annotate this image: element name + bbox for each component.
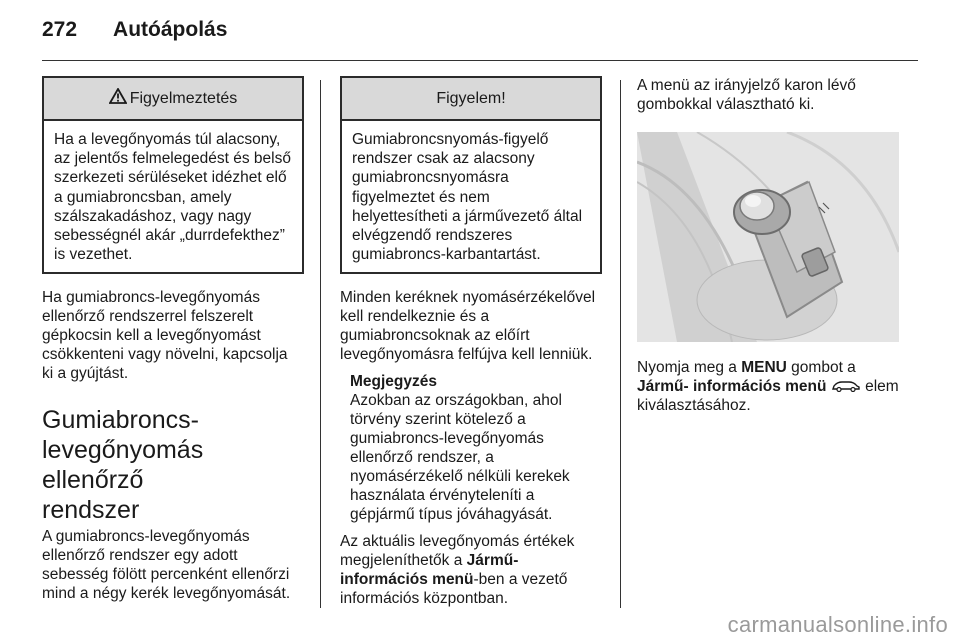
text-line: [340, 570, 602, 589]
menu-button-label: MENU: [741, 359, 787, 376]
paragraph-stalk: [637, 76, 899, 114]
text-line: ellenőrző rendszerrel felszerelt: [42, 308, 254, 326]
text-line: A menü az irányjelző karon lévő: [637, 77, 856, 94]
text-line: rendszer csak az alacsony: [352, 150, 535, 168]
paragraph-ignition: [42, 288, 304, 383]
text-line: ellenőrző rendszer egy adott: [42, 547, 238, 565]
text-line: levegőnyomásra felfújva kell lenniük.: [340, 346, 593, 364]
menu-name-run: Jármű-: [466, 552, 519, 570]
warning-box-body: [44, 121, 302, 272]
title-line: Gumiabroncs-: [42, 406, 199, 435]
menu-name-run: információs menü: [340, 571, 474, 589]
text-line: Gumiabroncsnyomás-figyelő: [352, 131, 549, 148]
text-line: gumiabroncsnyomásra: [352, 169, 509, 187]
page-title: Autóápolás: [113, 18, 228, 41]
text-line: szerkezeti sérüléseket idézhet elő: [54, 169, 287, 187]
column-1: [42, 76, 304, 603]
warning-box-title: Figyelmeztetés: [129, 90, 238, 107]
text-line: Ha a levegőnyomás túl alacsony,: [54, 131, 281, 148]
menu-name-run: Jármű- információs menü: [637, 378, 827, 395]
text-line: szálszakadáshoz, vagy nagy: [54, 207, 252, 225]
text-line: elvégzendő rendszeres: [352, 227, 513, 245]
paragraph-system: [42, 527, 304, 603]
text-line: sebességnél akár „durrdefekthez”: [54, 227, 285, 245]
text-line: kiválasztásához.: [637, 397, 751, 414]
text-line: [637, 377, 899, 396]
text-line: mind a négy kerék levegőnyomását.: [42, 585, 291, 603]
warning-box-header: [44, 78, 302, 121]
paragraph-menu: [637, 358, 899, 415]
note-block: [350, 372, 602, 524]
text-line: Az aktuális levegőnyomás értékek: [340, 533, 575, 551]
text-line: információs központban.: [340, 590, 509, 608]
text-line: Ha gumiabroncs-levegőnyomás: [42, 289, 260, 307]
column-divider-1: [320, 80, 321, 608]
text-line: gépkocsin kell a levegőnyomást: [42, 327, 261, 345]
car-icon: [831, 378, 861, 391]
text-line: [637, 358, 899, 377]
text-line: gumiabroncs-karbantartást.: [352, 246, 541, 264]
text-line: ellenőrző rendszer, a: [350, 449, 494, 467]
header-rule: [42, 60, 918, 61]
text-line: is vezethet.: [54, 246, 133, 264]
text-line: helyettesítheti a járművezető által: [352, 207, 583, 225]
text-line: nyomásérzékelő nélküli kerekek: [350, 468, 570, 486]
page-number: 272: [42, 18, 78, 41]
text-run: -ben a vezető: [473, 571, 568, 589]
attention-box-header: [342, 78, 600, 121]
text-line: használata érvényteleníti a: [350, 487, 535, 505]
paragraph-display: [340, 532, 602, 608]
text-line: Azokban az országokban, ahol: [350, 392, 562, 410]
warning-box: [42, 76, 304, 274]
text-line: gumiabroncsoknak az előírt: [340, 327, 530, 345]
column-3: [637, 76, 899, 415]
note-title: Megjegyzés: [350, 373, 438, 391]
paragraph-sensors: [340, 288, 602, 364]
text-run: gombot a: [786, 359, 856, 376]
text-line: A gumiabroncs-levegőnyomás: [42, 528, 250, 546]
text-line: gombokkal választható ki.: [637, 96, 815, 113]
text-line: a gumiabroncsban, amely: [54, 188, 232, 206]
page-header: [42, 18, 227, 42]
text-line: az jelentős felmelegedést és belső: [54, 150, 291, 168]
title-line: rendszer: [42, 496, 140, 525]
text-run: elem: [860, 378, 899, 395]
text-line: sebesség fölött percenként ellenőrzi: [42, 566, 290, 584]
text-run: Nyomja meg a: [637, 359, 742, 376]
attention-box-title: Figyelem!: [436, 90, 506, 107]
text-line: ki a gyújtást.: [42, 365, 129, 383]
title-line: levegőnyomás ellenőrző: [42, 436, 204, 495]
text-line: Minden keréknek nyomásérzékelővel: [340, 289, 596, 307]
text-line: kell rendelkeznie és a: [340, 308, 490, 326]
text-line: gépjármű típus jóváhagyását.: [350, 506, 553, 524]
text-line: törvény szerint kötelező a: [350, 411, 526, 429]
column-2: [340, 76, 602, 608]
attention-box-body: [342, 121, 600, 272]
text-line: figyelmeztet és nem: [352, 188, 490, 206]
warning-triangle-icon: [109, 88, 127, 109]
watermark: carmanualsonline.info: [727, 612, 948, 637]
column-divider-2: [620, 80, 621, 608]
stalk-illustration-icon: [637, 132, 899, 342]
section-title: [42, 405, 304, 525]
text-line: gumiabroncs-levegőnyomás: [350, 430, 544, 448]
text-line: [340, 551, 602, 570]
text-line: csökkenteni vagy növelni, kapcsolja: [42, 346, 288, 364]
attention-box: [340, 76, 602, 274]
text-run: megjeleníthetők a: [340, 552, 467, 570]
stalk-control-illustration: [637, 132, 899, 342]
